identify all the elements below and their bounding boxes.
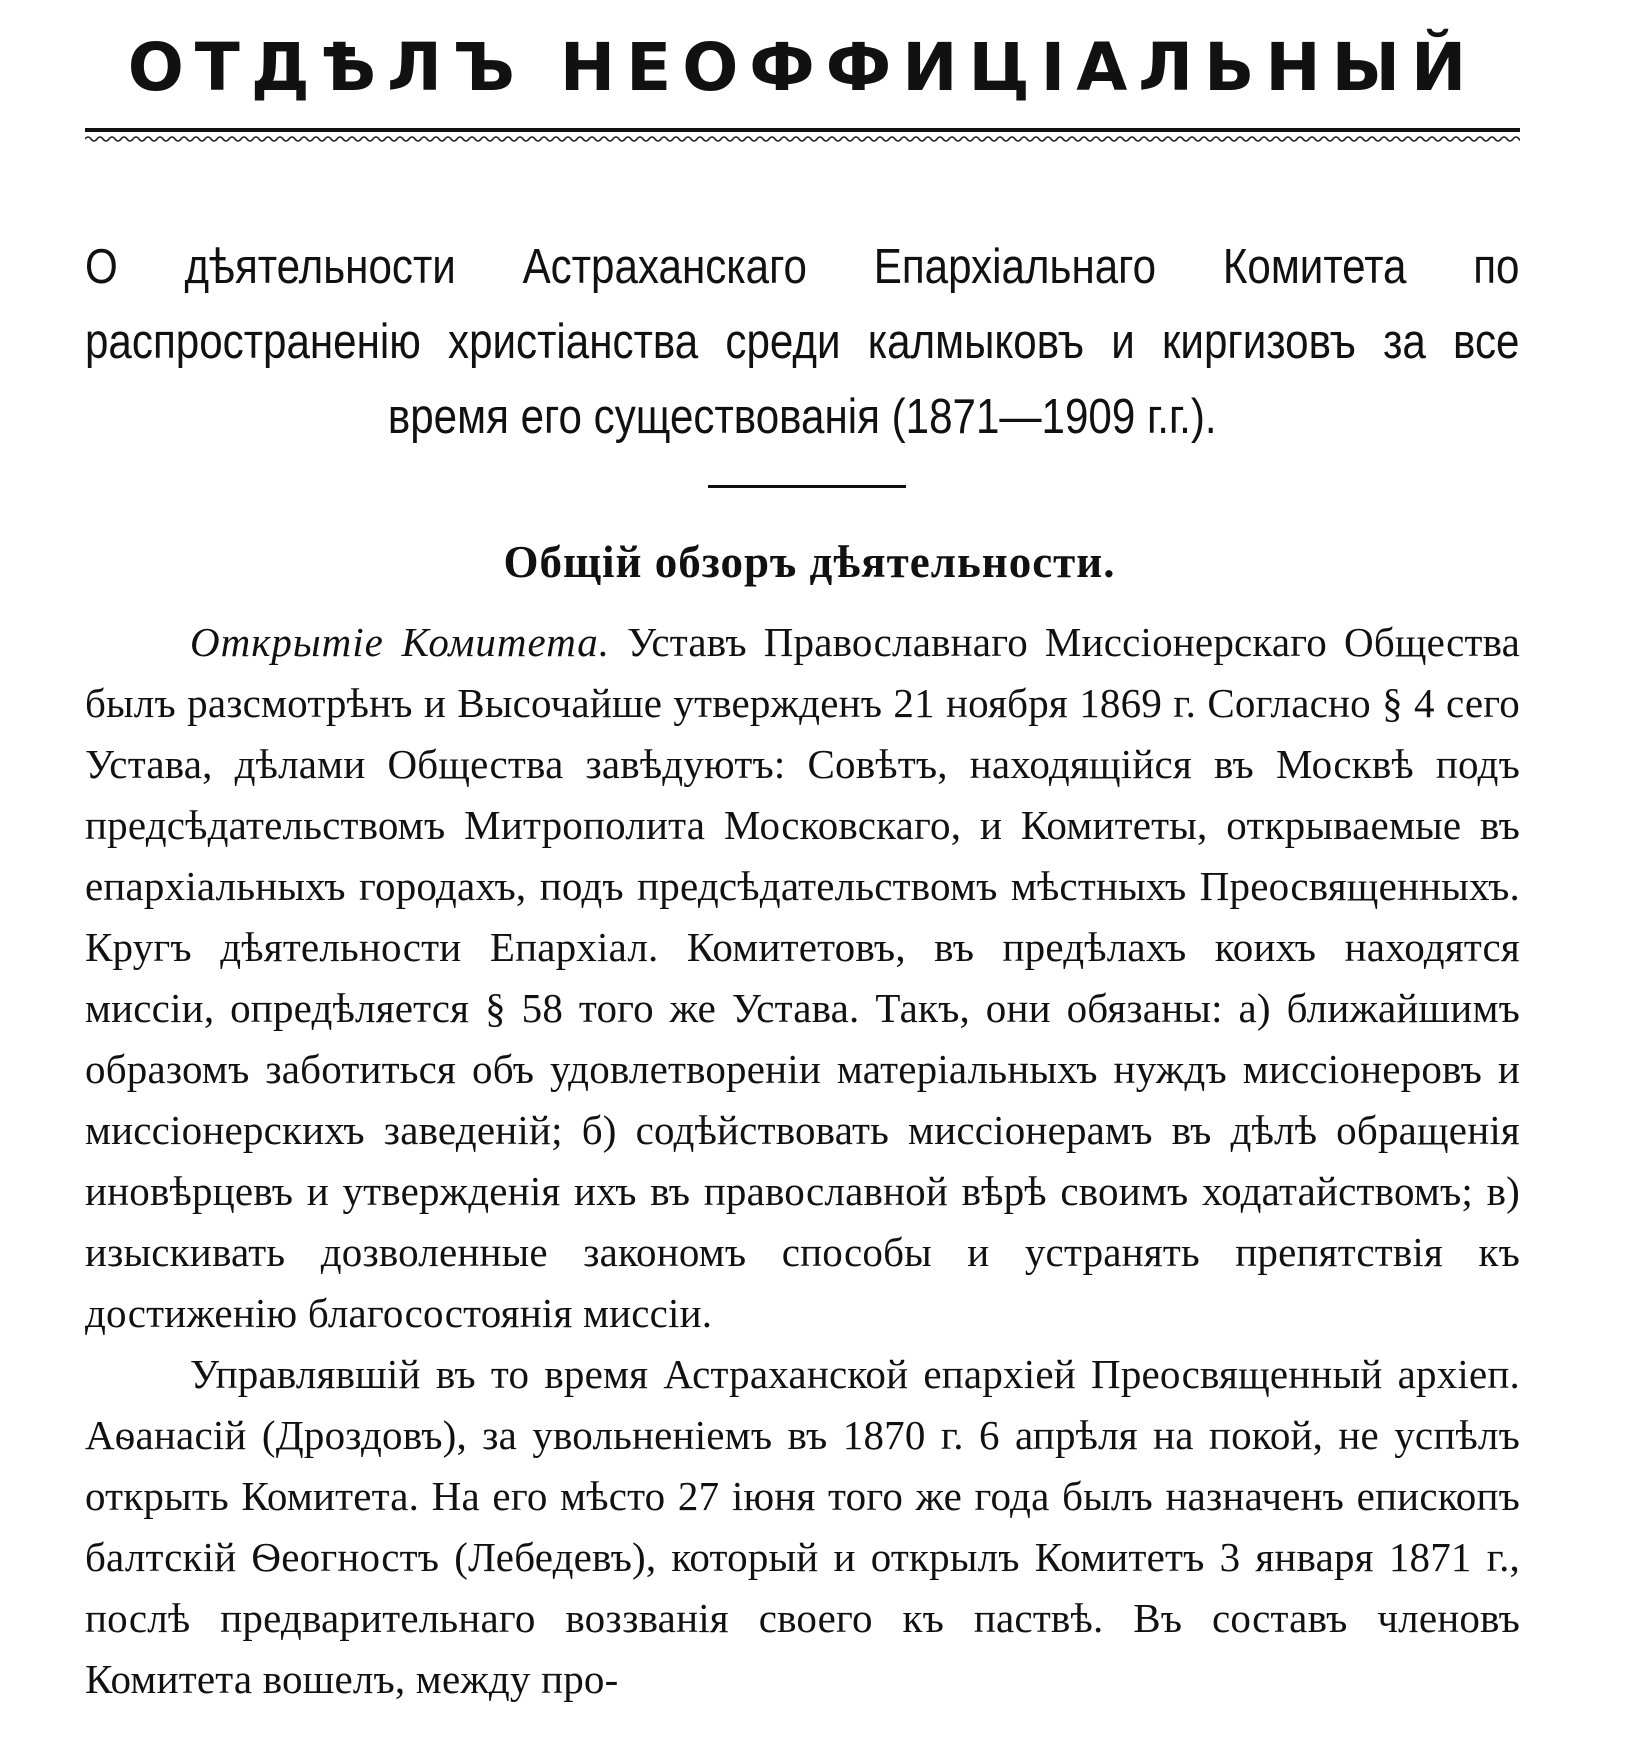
section-subheading: Общій обзоръ дѣятельности. (503, 537, 1116, 587)
body-text (85, 612, 1520, 1710)
ornamental-rule (85, 126, 1520, 148)
ornamental-rule-graphic (85, 126, 1520, 148)
paragraph-text: Уставъ Православнаго Миссіонерскаго Общества былъ разсмотрѣнъ и Высочайше утвержденъ 21 ноября 1869 г. Согласно § 4 сего Устава, дѣлами Общества завѣдуютъ: Совѣтъ, находящійся въ Москвѣ подъ предсѣдательствомъ Митрополита Московскаго, и Комитеты, открываемые въ епархіальныхъ городахъ, подъ предсѣдательствомъ мѣстныхъ Преосвященныхъ. Кругъ дѣятельности Епархіал. Комитетовъ, въ предѣлахъ коихъ находятся миссіи, опредѣляется § 58 того же Устава. Такъ, они обязаны: а) ближайшимъ образомъ заботиться объ удовлетвореніи матеріальныхъ нуждъ миссіонеровъ и миссіонерскихъ заведеній; б) содѣйствовать миссіонерамъ въ дѣлѣ обращенія иновѣрцевъ и утвержденія ихъ въ православной вѣрѣ своимъ ходатайствомъ; в) изыскивать дозволенные закономъ способы и устранять препятствія къ достиженію благосостоянія миссіи. (85, 619, 1521, 1336)
article-title: О дѣятельности Астраханскаго Епархіальнаго Комитета по распространенію христіанства среди калмыковъ и киргизовъ за все время его существованія (1871—1909 г.г.). (85, 240, 1520, 444)
title-divider (708, 485, 906, 488)
page-content (85, 0, 1520, 1710)
paragraph-text: Управлявшій въ то время Астраханской епархіей Преосвященный архіеп. Аѳанасій (Дроздовъ), за увольненіемъ въ 1870 г. 6 апрѣля на покой, не успѣлъ открыть Комитета. На его мѣсто 27 іюня того же года былъ назначенъ епископъ балтскій Ѳеогностъ (Лебедевъ), который и открылъ Комитетъ 3 января 1871 г., послѣ предварительнаго воззванія своего къ паствѣ. Въ составъ членовъ Комитета вошелъ, между про- (85, 1351, 1520, 1702)
paragraph (85, 612, 1520, 1344)
paragraph-lead: Открытіе Комитета. (190, 619, 611, 665)
paragraph (85, 1344, 1520, 1710)
section-header: ОТДѢЛЪ НЕОФФИЦІАЛЬНЫЙ (127, 29, 1478, 106)
